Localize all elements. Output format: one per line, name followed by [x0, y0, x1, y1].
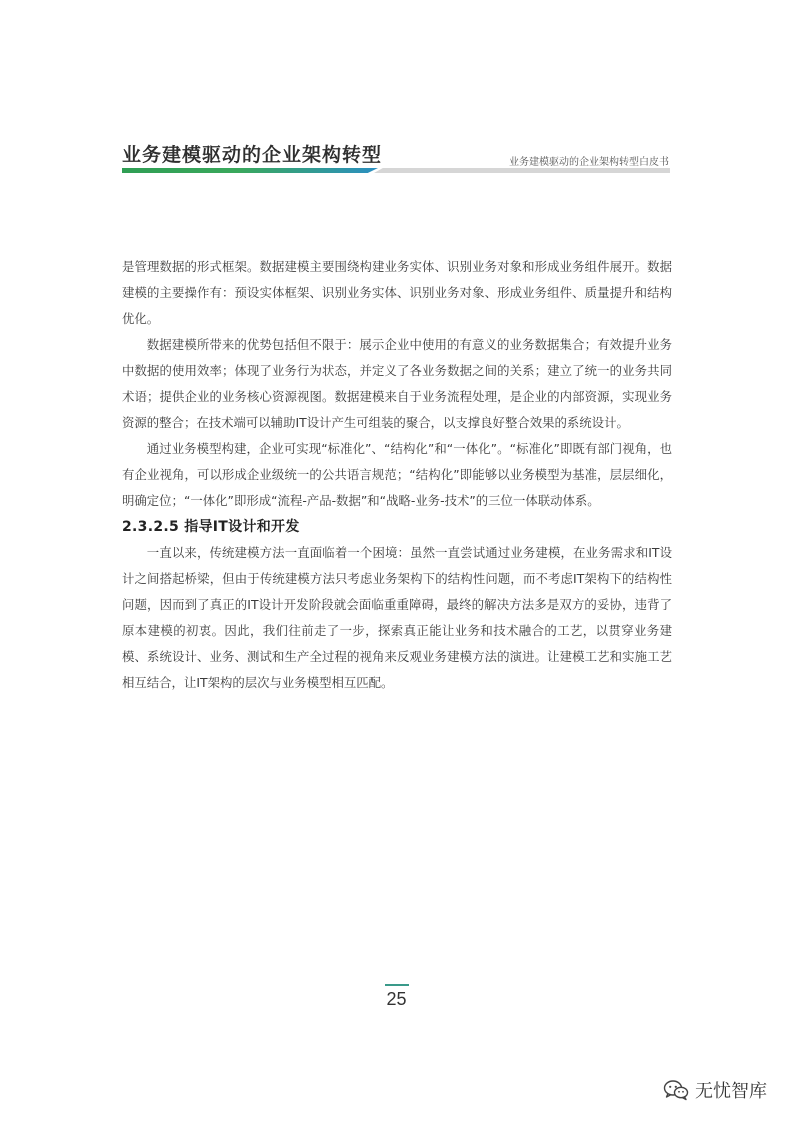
page-number-rule [385, 984, 409, 986]
paragraph-2: 数据建模所带来的优势包括但不限于：展示企业中使用的有意义的业务数据集合；有效提升业务中数据的使用效率；体现了业务行为状态，并定义了各业务数据之间的关系；建立了统一的业务共同术语；提供企业的业务核心资源视图。数据建模来自于业务流程处理，是企业的内部资源，实现业务资源的整合；在技术端可以辅助IT设计产生可组装的聚合，以支撑良好整合效果的系统设计。 [122, 337, 672, 430]
watermark [663, 1077, 767, 1103]
wechat-icon [663, 1079, 689, 1101]
header-subtitle: 业务建模驱动的企业架构转型白皮书 [509, 157, 669, 168]
header-bar-gray [374, 168, 670, 173]
header-bar-accent [122, 168, 378, 173]
header-divider-bar [122, 168, 670, 173]
page-number: 25 [386, 989, 407, 1009]
header-title: 业务建模驱动的企业架构转型 [122, 144, 383, 166]
watermark-text: 无忧智库 [695, 1081, 767, 1102]
section-heading: 2.3.2.5 指导IT设计和开发 [122, 519, 300, 535]
document-body [122, 254, 672, 696]
paragraph-3: 通过业务模型构建，企业可实现“标准化”、“结构化”和“一体化”。“标准化”即既有部门视角，也有企业视角，可以形成企业级统一的公共语言规范；“结构化”即能够以业务模型为基准，层层细化，明确定位；“一体化”即形成“流程-产品-数据”和“战略-业务-技术”的三位一体联动体系。 [122, 441, 672, 508]
paragraph-4: 一直以来，传统建模方法一直面临着一个困境：虽然一直尝试通过业务建模，在业务需求和IT设计之间搭起桥梁，但由于传统建模方法只考虑业务架构下的结构性问题，而不考虑IT架构下的结构性问题，因而到了真正的IT设计开发阶段就会面临重重障碍，最终的解决方法多是双方的妥协，违背了原本建模的初衷。因此，我们往前走了一步，探索真正能让业务和技术融合的工艺，以贯穿业务建模、系统设计、业务、测试和生产全过程的视角来反观业务建模方法的演进。让建模工艺和实施工艺相互结合，让IT架构的层次与业务模型相互匹配。 [122, 545, 672, 690]
paragraph-1: 是管理数据的形式框架。数据建模主要围绕构建业务实体、识别业务对象和形成业务组件展开。数据建模的主要操作有：预设实体框架、识别业务实体、识别业务对象、形成业务组件、质量提升和结构优化。 [122, 259, 672, 326]
